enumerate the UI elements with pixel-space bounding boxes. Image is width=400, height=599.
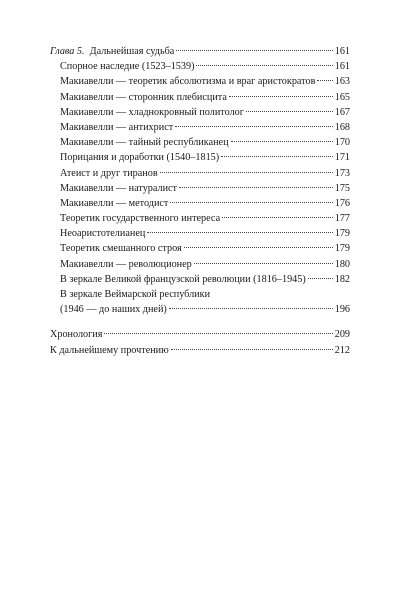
toc-entry[interactable] (50, 166, 350, 181)
chapter-title: Дальнейшая судьба (89, 46, 175, 57)
toc-entry-title: Атеист и друг тиранов (60, 167, 158, 179)
dot-leader (317, 80, 332, 81)
toc-entry-page-number: 168 (334, 121, 350, 133)
toc-back-matter-further-reading[interactable] (50, 343, 350, 358)
toc-entry-wrapped-line1[interactable] (50, 287, 350, 302)
toc-entry-page-number: 175 (334, 182, 350, 194)
toc-entry-title: В зеркале Великой французской революции (1816–1945) (60, 273, 306, 285)
toc-entry-wrapped-line2[interactable] (50, 302, 350, 317)
dot-leader (175, 126, 333, 127)
toc-entry-page-number: 209 (334, 329, 350, 341)
toc-entry-title: Макиавелли — тайный республиканец (60, 137, 229, 149)
dot-leader (194, 263, 333, 264)
dot-leader (169, 308, 333, 309)
dot-leader (176, 50, 332, 51)
toc-chapter-row[interactable] (50, 44, 350, 59)
dot-leader (231, 141, 333, 142)
toc-entry-title: К дальнейшему прочтению (50, 344, 169, 356)
toc-entry-title: Макиавелли — методист (60, 197, 169, 209)
toc-entry[interactable] (50, 211, 350, 226)
toc-back-matter-chronology[interactable] (50, 327, 350, 342)
toc-entry-title: Теоретик государственного интереса (60, 213, 221, 225)
toc-entry-page-number: 177 (334, 213, 350, 225)
dot-leader (170, 202, 332, 203)
toc-entry[interactable] (50, 59, 350, 74)
dot-leader (104, 333, 332, 334)
chapter-page-number: 161 (334, 46, 350, 57)
toc-entry-title: Спорное наследие (1523–1539) (60, 61, 195, 73)
toc-entry[interactable] (50, 241, 350, 256)
toc-entry-page-number: 165 (334, 91, 350, 103)
toc-entry-page-number: 179 (334, 243, 350, 255)
dot-leader (184, 247, 333, 248)
toc-entry[interactable] (50, 90, 350, 105)
toc-entry[interactable] (50, 74, 350, 89)
dot-leader (147, 232, 332, 233)
toc-entry-title: Хронология (50, 329, 103, 341)
dot-leader (308, 278, 333, 279)
dot-leader (221, 156, 333, 157)
toc-entry-page-number: 180 (334, 258, 350, 270)
dot-leader (179, 187, 333, 188)
chapter-prefix: Глава 5. (50, 46, 85, 57)
toc-entry-page-number: 171 (334, 152, 350, 164)
toc-entry-title: Порицания и доработки (1540–1815) (60, 152, 220, 164)
toc-entry[interactable] (50, 105, 350, 120)
toc-chapter-label (50, 44, 174, 59)
toc-entry-title: Макиавелли — хладнокровный политолог (60, 106, 244, 118)
dot-leader (222, 217, 333, 218)
toc-entry-page-number: 161 (334, 61, 350, 73)
dot-leader (160, 172, 333, 173)
dot-leader (229, 96, 333, 97)
toc-entry-title: Макиавелли — революционер (60, 258, 192, 270)
toc-entry[interactable] (50, 257, 350, 272)
toc-entry-title: Неоаристотелианец (60, 228, 146, 240)
toc-entry-page-number: 163 (334, 76, 350, 88)
toc-entry[interactable] (50, 226, 350, 241)
toc-entry-page-number: 196 (334, 304, 350, 316)
table-of-contents (50, 44, 350, 358)
dot-leader (171, 349, 333, 350)
toc-entry-title: Макиавелли — теоретик абсолютизма и враг аристократов (60, 76, 316, 88)
toc-entry[interactable] (50, 196, 350, 211)
toc-entry-page-number: 176 (334, 197, 350, 209)
toc-entry[interactable] (50, 120, 350, 135)
toc-entry[interactable] (50, 150, 350, 165)
dot-leader (196, 65, 332, 66)
toc-entry-page-number: 179 (334, 228, 350, 240)
toc-entry-page-number: 170 (334, 137, 350, 149)
toc-entry-title: Макиавелли — антихрист (60, 121, 174, 133)
toc-entry-page-number: 182 (334, 273, 350, 285)
toc-entry-title-continued: (1946 — до наших дней) (60, 304, 167, 316)
toc-entry-title: Теоретик смешанного строя (60, 243, 182, 255)
toc-entry-page-number: 212 (334, 344, 350, 356)
toc-entry-page-number: 167 (334, 106, 350, 118)
toc-entry-title: Макиавелли — натуралист (60, 182, 178, 194)
toc-entry[interactable] (50, 181, 350, 196)
toc-entry[interactable] (50, 135, 350, 150)
toc-entry[interactable] (50, 272, 350, 287)
dot-leader (246, 111, 333, 112)
toc-entry-title: В зеркале Веймарской республики (60, 289, 211, 300)
toc-entry-page-number: 173 (334, 167, 350, 179)
toc-entry-title: Макиавелли — сторонник плебисцита (60, 91, 227, 103)
